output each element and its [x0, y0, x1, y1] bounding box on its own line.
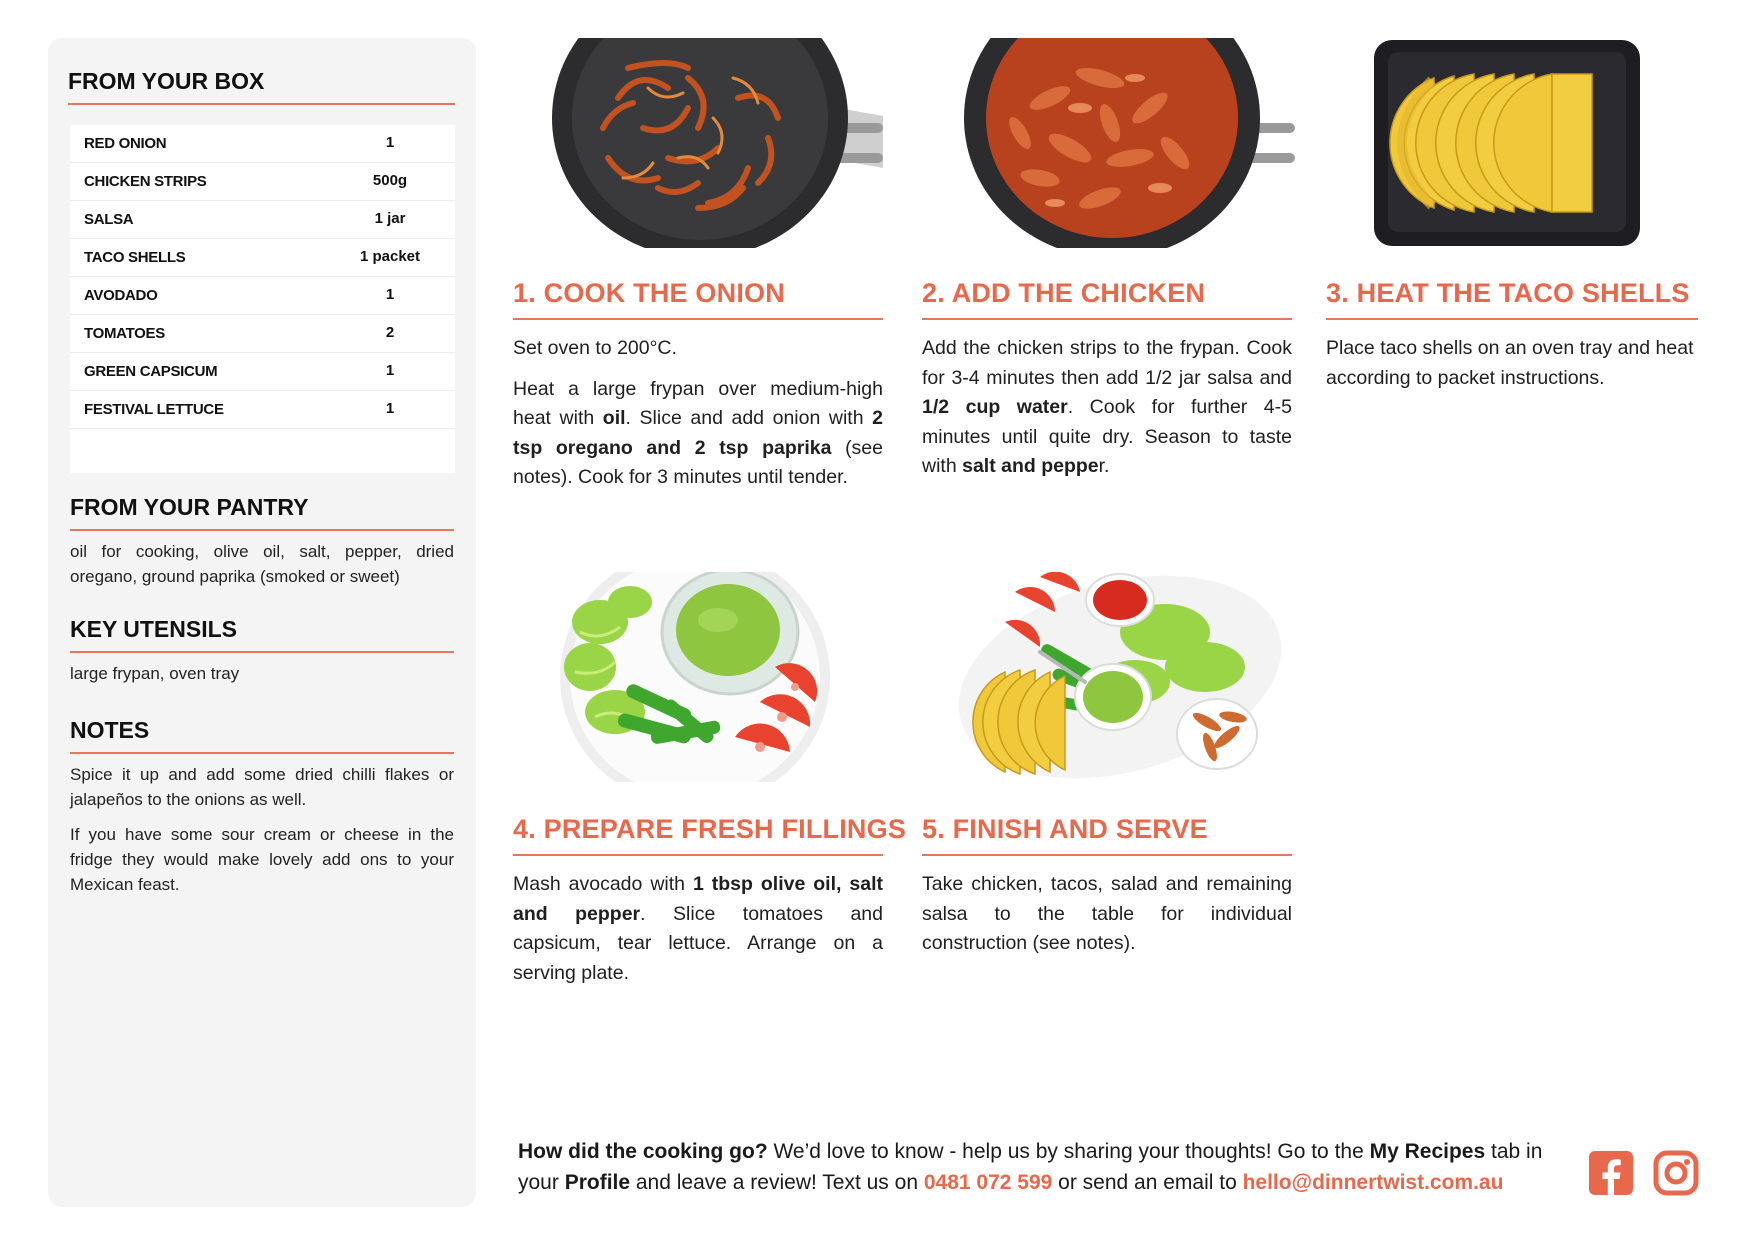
table-row — [70, 163, 455, 201]
from-your-box-title: FROM YOUR BOX — [68, 68, 265, 94]
ingredient-name: TOMATOES — [84, 325, 165, 342]
step-5-photo-serving-platter — [945, 572, 1285, 782]
ingredient-qty: 1 — [385, 362, 395, 379]
step-1-paragraph-2: Heat a large frypan over medium-high heat with oil. Slice and add onion with 2 tsp oregano and 2 tsp paprika (see notes). Cook for 3 minutes until tender. — [513, 377, 884, 488]
table-row — [70, 315, 455, 353]
utensils-title-rule — [70, 651, 454, 653]
note-2: If you have some sour cream or cheese in the fridge they would make lovely add ons to your Mexican feast. — [70, 825, 454, 894]
table-row — [70, 391, 455, 429]
note-1: Spice it up and add some dried chilli flakes or jalapeños to the onions as well. — [70, 765, 454, 809]
notes-title: NOTES — [70, 717, 150, 743]
ingredient-name: RED ONION — [84, 135, 167, 152]
ingredient-qty: 500g — [372, 172, 408, 189]
facebook-icon[interactable] — [1588, 1150, 1634, 1196]
step-3-text: Place taco shells on an oven tray and heat according to packet instructions. — [1326, 337, 1694, 389]
step-1-text — [513, 334, 883, 504]
review-footer: How did the cooking go? We’d love to know - help us by sharing your thoughts! Go to the My Recipes tab in your Profile and leave a review! Text us on 0481 072 599 or send an email to hello@dinnertwist.com.au — [518, 1140, 1543, 1194]
step-2-text: Add the chicken strips to the frypan. Cook for 3-4 minutes then add 1/2 jar salsa and 1/2 cup water. Cook for further 4-5 minutes until quite dry. Season to taste with salt and pepper. — [922, 337, 1292, 477]
step-3-title: 3. HEAT THE TACO SHELLS — [1326, 278, 1690, 308]
ingredient-qty: 1 packet — [359, 248, 421, 265]
step-4-photo-fresh-fillings — [560, 572, 830, 782]
phone-link[interactable]: 0481 072 599 — [923, 1171, 1053, 1194]
step-5-title: 5. FINISH AND SERVE — [922, 814, 1208, 844]
step-1-rule — [513, 318, 883, 320]
ingredient-name: CHICKEN STRIPS — [84, 173, 207, 190]
step-3-photo-taco-tray — [1372, 38, 1642, 248]
pantry-title-rule — [70, 529, 454, 531]
step-1-paragraph-1: Set oven to 200°C. — [513, 337, 677, 359]
table-row — [70, 201, 455, 239]
step-5-rule — [922, 854, 1292, 856]
table-row — [70, 239, 455, 277]
key-utensils-title: KEY UTENSILS — [70, 616, 237, 642]
step-4-title: 4. PREPARE FRESH FILLINGS — [513, 814, 907, 844]
email-link[interactable]: hello@dinnertwist.com.au — [1242, 1171, 1504, 1194]
ingredient-qty: 1 — [385, 400, 395, 417]
step-4-text: Mash avocado with 1 tbsp olive oil, salt and pepper. Slice tomatoes and capsicum, tear lettuce. Arrange on a serving plate. — [513, 873, 883, 984]
box-title-rule — [68, 103, 455, 105]
from-your-pantry-title: FROM YOUR PANTRY — [70, 494, 309, 520]
ingredient-name: AVODADO — [84, 287, 158, 304]
footer-question: How did the cooking go? — [518, 1140, 768, 1163]
utensils-text: large frypan, oven tray — [70, 664, 240, 683]
notes-title-rule — [70, 752, 454, 754]
ingredient-name: SALSA — [84, 211, 134, 228]
step-4-rule — [513, 854, 883, 856]
step-5-text: Take chicken, tacos, salad and remaining salsa to the table for individual construction (see notes). — [922, 873, 1292, 954]
pantry-text: oil for cooking, olive oil, salt, pepper, dried oregano, ground paprika (smoked or sweet) — [70, 542, 454, 586]
instagram-icon[interactable] — [1653, 1150, 1699, 1196]
step-1-title: 1. COOK THE ONION — [513, 278, 785, 308]
table-row — [70, 125, 455, 163]
ingredient-qty: 1 — [385, 286, 395, 303]
step-2-photo-frypan-chicken — [960, 38, 1300, 248]
table-row — [70, 277, 455, 315]
profile-link[interactable]: Profile — [564, 1171, 631, 1194]
step-2-title: 2. ADD THE CHICKEN — [922, 278, 1206, 308]
table-row — [70, 353, 455, 391]
step-2-rule — [922, 318, 1292, 320]
ingredient-name: GREEN CAPSICUM — [84, 363, 218, 380]
step-1-photo-frypan-onion — [548, 38, 888, 248]
step-3-rule — [1326, 318, 1698, 320]
ingredient-name: FESTIVAL LETTUCE — [84, 401, 224, 418]
box-ingredients-table — [70, 125, 455, 473]
ingredient-qty: 1 — [385, 134, 395, 151]
ingredient-qty: 2 — [385, 324, 395, 341]
ingredient-name: TACO SHELLS — [84, 249, 186, 266]
ingredient-qty: 1 jar — [374, 210, 406, 227]
my-recipes-link[interactable]: My Recipes — [1369, 1140, 1486, 1163]
